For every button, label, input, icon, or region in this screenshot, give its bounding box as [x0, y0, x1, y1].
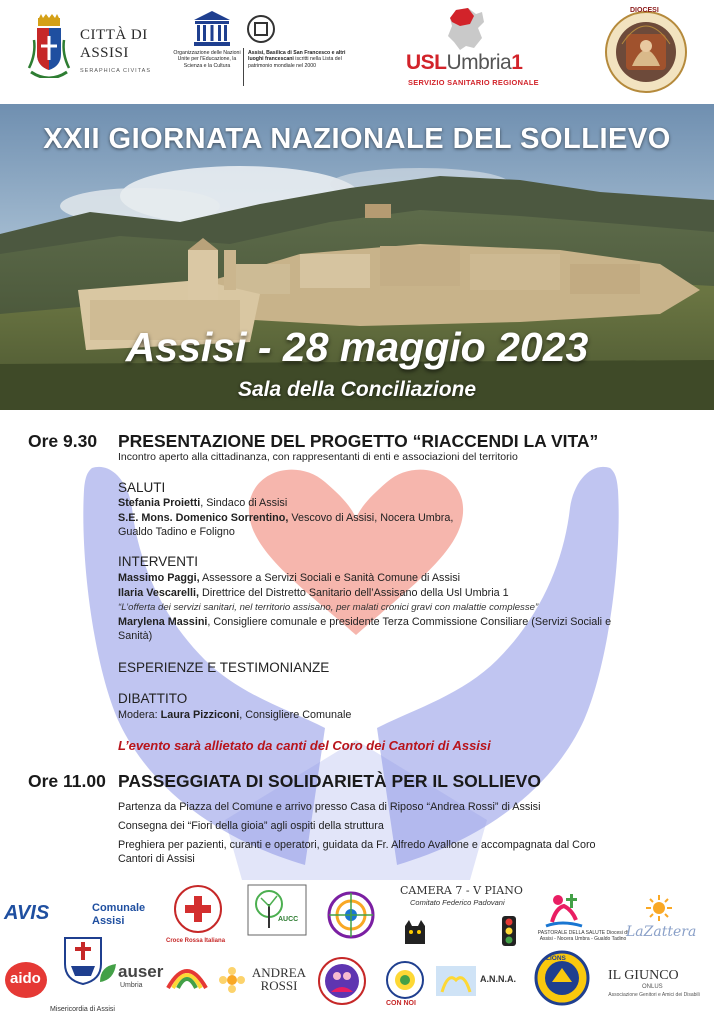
hero-banner: [0, 104, 714, 410]
auser-brand: auser: [118, 962, 164, 981]
event-note: L’evento sarà allietato da canti del Coro dei Cantori di Assisi: [118, 738, 491, 753]
interventi-heading: INTERVENTI: [118, 554, 199, 569]
flower-icon: [218, 966, 246, 994]
assisi-crest-icon: [26, 14, 72, 78]
camera7-subtitle: Comitato Federico Padovani: [410, 898, 505, 907]
assisi-title: CITTÀ DI ASSISI: [80, 27, 148, 61]
diocesi-top-text: DIOCESI: [630, 7, 659, 14]
auser-sub: Umbria: [120, 982, 143, 989]
usl-number: 1: [511, 51, 523, 74]
saluti-role-2: Vescovo di Assisi, Nocera Umbra,: [288, 512, 454, 524]
avis-text-1: Comunale: [92, 902, 146, 914]
dibattito-role: , Consigliere Comunale: [239, 709, 352, 721]
second-session-line-3: Preghiera per pazienti, curanti e operatori, guidata da Fr. Alfredo Avallone e accompagnata dal Coro: [118, 839, 596, 851]
unesco-logo: [172, 10, 347, 90]
world-heritage-icon: [246, 14, 276, 44]
assisi-subtitle: SERAPHICA CIVITAS: [80, 68, 151, 74]
unesco-site-name: Assisi, Basilica di San Francesco e altri luoghi francescani: [248, 50, 346, 63]
aido-logo: [4, 960, 48, 1000]
interventi-name-2: Ilaria Vescarelli,: [118, 587, 200, 599]
lions-brand: LIONS: [546, 955, 566, 962]
choir-icon: [317, 956, 367, 1006]
rainbow-icon: [164, 960, 210, 990]
dibattito-pre: Modera:: [118, 709, 161, 721]
pastorale-logo: [536, 890, 630, 954]
aps-wheel-icon: [323, 890, 379, 940]
anna-hands-icon: [436, 966, 476, 996]
usl-umbria-logo: [402, 8, 542, 88]
il-giunco-brand: IL GIUNCO: [608, 968, 679, 983]
misericordia-caption: Misericordia di Assisi: [50, 1006, 115, 1013]
aps-logo: [320, 890, 382, 954]
anna-logo: [436, 966, 522, 1006]
aido-brand: aido: [10, 970, 41, 987]
interventi-name-1: Massimo Paggi,: [118, 572, 200, 584]
pastorale-caption: PASTORALE DELLA SALUTE Diocesi di Assisi - Nocera Umbra - Gualdo Tadino: [537, 930, 629, 942]
tree-icon: [247, 884, 307, 936]
unesco-description: Organizzazione delle Nazioni Unite per l'Educazione, la Scienza e la Cultura: [173, 50, 241, 69]
andrea-rossi-logo: [218, 964, 310, 1012]
lions-logo: [530, 950, 594, 1016]
anna-brand: A.N.N.A.: [480, 974, 516, 984]
lazattera-logo: [624, 894, 697, 954]
interventi-line-4: Sanità): [118, 630, 153, 642]
camera7-title: CAMERA 7 - V PIANO: [400, 884, 523, 897]
event-program: [0, 410, 714, 880]
interventi-role-3: , Consigliere comunale e presidente Terza Commissione Consiliare (Servizi Sociali e: [207, 616, 612, 628]
camera7-logo: [396, 884, 526, 954]
aucc-brand: AUCC: [278, 916, 299, 923]
saluti-name-2: S.E. Mons. Domenico Sorrentino,: [118, 512, 289, 524]
con-noi-logo: [380, 960, 430, 1016]
dibattito-heading: DIBATTITO: [118, 691, 188, 706]
andrea-rossi-brand: ANDREA ROSSI: [251, 965, 307, 993]
usl-name: [406, 52, 522, 74]
interventi-role-1: Assessore a Servizi Sociali e Sanità Comune di Assisi: [199, 572, 461, 584]
misericordia-shield-icon: [63, 936, 103, 986]
interventi-line-1: [118, 572, 460, 584]
saluti-line-3: Gualdo Tadino e Foligno: [118, 526, 235, 538]
diocesi-seal-icon: [602, 4, 690, 96]
interventi-line-2: [118, 587, 509, 599]
usl-subtitle: SERVIZIO SANITARIO REGIONALE: [408, 78, 539, 87]
avis-text-2: Assisi: [92, 915, 125, 927]
usl-name-thin: Umbria: [446, 51, 512, 74]
first-session-time: Ore 9.30: [28, 431, 98, 451]
second-session-line-4: Cantori di Assisi: [118, 853, 195, 865]
interventi-role-2: Direttrice del Distretto Sanitario dell’Assisano della Usl Umbria 1: [199, 587, 509, 599]
red-cross-icon: [173, 884, 223, 934]
event-date: Assisi - 28 maggio 2023: [125, 324, 589, 370]
traffic-light-icon: [500, 916, 518, 950]
il-giunco-sub: ONLUS: [642, 984, 663, 990]
diocesi-logo: [602, 4, 690, 96]
second-session-line-1: Partenza da Piazza del Comune e arrivo presso Casa di Riposo “Andrea Rossi” di Assisi: [118, 801, 541, 813]
lazattera-brand: LaZattera: [626, 924, 697, 940]
auser-logo: [98, 960, 164, 1000]
unesco-site-text: [248, 50, 348, 69]
saluti-heading: SALUTI: [118, 480, 166, 495]
citta-di-assisi-logo: [26, 14, 156, 84]
saluti-name-1: Stefania Proietti: [118, 497, 201, 509]
umbria-map-icon: [446, 8, 486, 52]
first-session-title: PRESENTAZIONE DEL PROGETTO “RIACCENDI LA VITA”: [118, 431, 599, 451]
cantori-logo: [314, 956, 370, 1016]
saluti-line-2: [118, 512, 453, 524]
unesco-temple-icon: [192, 10, 232, 48]
second-session-line-2: Consegna dei “Fiori della gioia” agli ospiti della struttura: [118, 820, 384, 832]
dibattito-line: [118, 709, 351, 721]
event-venue: Sala della Conciliazione: [237, 378, 477, 401]
sponsor-logos: [0, 880, 714, 1024]
arcobaleno-logo: [160, 960, 216, 1008]
unesco-divider: [243, 48, 244, 86]
il-giunco-logo: [604, 968, 704, 1008]
usl-name-bold: USL: [406, 51, 447, 74]
croce-rossa-logo: [168, 884, 228, 948]
dibattito-name: Laura Pizziconi: [160, 709, 240, 721]
croce-rossa-caption: Croce Rossa Italiana: [166, 938, 226, 944]
esperienze-heading: ESPERIENZE E TESTIMONIANZE: [118, 660, 330, 675]
saluti-line-1: [118, 497, 287, 509]
interventi-quote: “L’offerta dei servizi sanitari, nel territorio assisano, per malati cronici gravi con malattie complesse”: [118, 602, 539, 613]
second-session-time: Ore 11.00: [28, 771, 106, 791]
sun-icon: [644, 894, 674, 922]
unesco-site-year: iscritti nella Lista del patrimonio mondiale nel 2000: [248, 56, 342, 69]
auser-leaf-icon: [98, 962, 118, 984]
header-logos: [0, 0, 714, 104]
interventi-line-3: [118, 616, 611, 628]
cat-icon: [400, 916, 430, 946]
saluti-role-1: , Sindaco di Assisi: [200, 497, 288, 509]
con-noi-brand: CON NOI: [386, 1000, 416, 1007]
il-giunco-caption: Associazione Genitori e Amici dei Disabili: [608, 992, 700, 998]
avis-logo: [2, 898, 162, 938]
interventi-name-3: Marylena Massini: [118, 616, 208, 628]
event-title: XXII GIORNATA NAZIONALE DEL SOLLIEVO: [43, 123, 671, 155]
aucc-logo: [244, 884, 310, 954]
con-noi-icon: [383, 960, 427, 1000]
avis-brand: AVIS: [4, 902, 50, 924]
pastorale-icon: [542, 890, 588, 930]
second-session-title: PASSEGGIATA DI SOLIDARIETÀ PER IL SOLLIEVO: [118, 771, 541, 791]
first-session-intro: Incontro aperto alla cittadinanza, con rappresentanti di enti e associazioni del territorio: [118, 451, 518, 463]
